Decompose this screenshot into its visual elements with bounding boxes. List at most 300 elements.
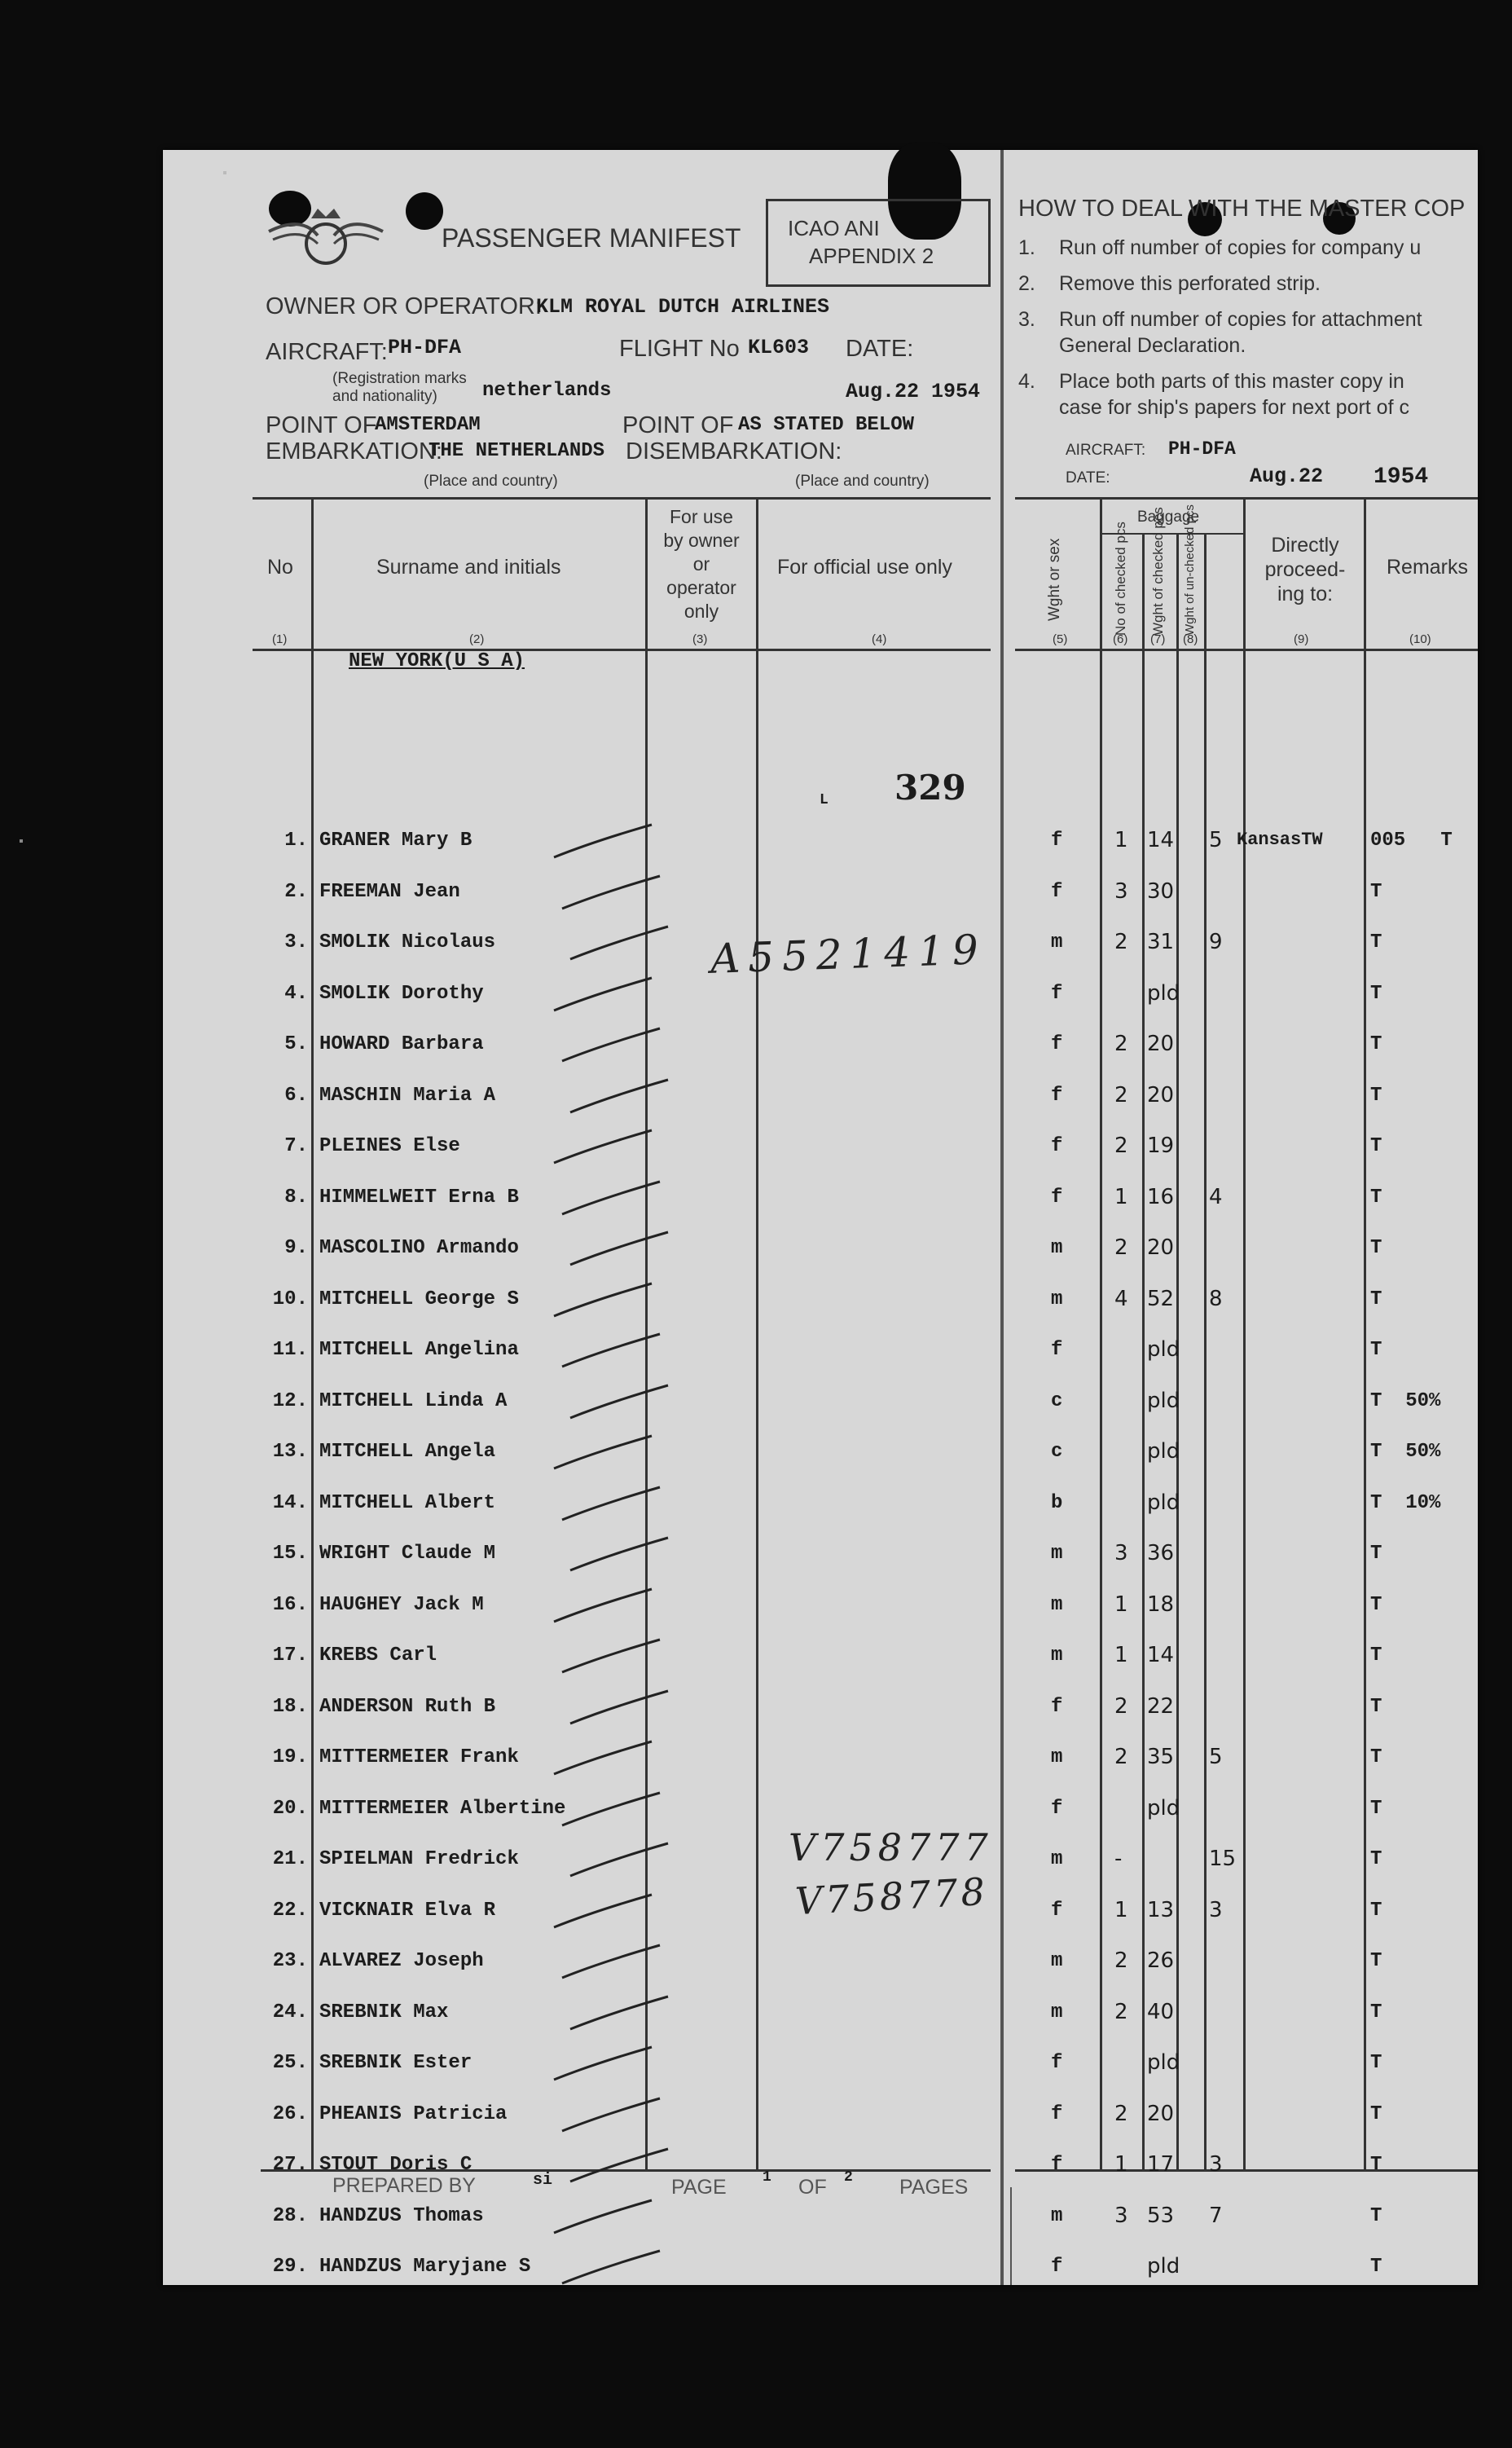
passenger-name: SREBNIK Max [319, 2001, 449, 2023]
passenger-name: FREEMAN Jean [319, 880, 460, 903]
icao-appendix: APPENDIX 2 [809, 244, 934, 268]
checked-weight: pld [1147, 2254, 1180, 2278]
row-number: 7. [284, 1135, 308, 1157]
passenger-sex: f [1051, 1135, 1063, 1157]
remarks: T [1370, 1899, 1382, 1922]
remarks: T [1370, 1135, 1382, 1157]
table-row [163, 1231, 1478, 1282]
place-note-right: (Place and country) [795, 473, 930, 490]
registration-note: and nationality) [332, 388, 437, 405]
page-title: PASSENGER MANIFEST [442, 223, 741, 253]
checked-weight: 20 [1147, 1032, 1175, 1056]
checked-pcs: - [1114, 1847, 1123, 1871]
checked-pcs: 1 [1114, 2152, 1128, 2177]
remarks: T [1370, 1339, 1382, 1361]
check-mark [554, 1631, 668, 1680]
remarks: T [1370, 982, 1382, 1005]
remarks: T [1370, 1288, 1382, 1310]
checked-weight: 16 [1147, 1184, 1175, 1209]
col-number: (6) [1113, 632, 1128, 646]
page-value: 1 [763, 2169, 771, 2186]
checked-pcs: 4 [1114, 1286, 1128, 1311]
check-mark [554, 2090, 668, 2139]
checked-weight: 20 [1147, 2101, 1175, 2126]
check-mark [562, 1377, 676, 1426]
row-number: 27. [272, 2154, 308, 2176]
passenger-name: KREBS Carl [319, 1644, 437, 1666]
passenger-name: ANDERSON Ruth B [319, 1695, 496, 1718]
unchecked-weight: 9 [1209, 930, 1223, 954]
of-label: OF [798, 2176, 827, 2199]
nationality-value: netherlands [482, 380, 612, 402]
disembarkation-label: DISEMBARKATION: [626, 438, 842, 465]
check-mark [546, 1275, 660, 1324]
check-mark [562, 1072, 676, 1121]
unchecked-weight: 5 [1209, 828, 1223, 852]
remarks: T [1370, 1084, 1382, 1107]
checked-weight: 53 [1147, 2203, 1175, 2228]
table-row [163, 1332, 1478, 1384]
passenger-name: HIMMELWEIT Erna B [319, 1186, 519, 1209]
passenger-sex: f [1051, 1033, 1063, 1055]
passenger-name: SREBNIK Ester [319, 2052, 472, 2074]
passenger-name: MITCHELL Angela [319, 1441, 496, 1463]
checked-weight: pld [1147, 1388, 1180, 1413]
remarks: T [1370, 2154, 1382, 2176]
passenger-name: SMOLIK Dorothy [319, 982, 484, 1005]
checked-weight: pld [1147, 1337, 1180, 1362]
checked-weight: 14 [1147, 1643, 1175, 1667]
col-header-no: No [267, 556, 293, 579]
passenger-sex: m [1051, 1950, 1063, 1972]
remarks: T [1370, 2052, 1382, 2074]
manifest-paper [163, 150, 1478, 2285]
passenger-name: HANDZUS Maryjane S [319, 2256, 531, 2278]
table-row [163, 976, 1478, 1028]
passenger-sex: f [1051, 1084, 1063, 1107]
col-number: (10) [1409, 632, 1431, 646]
table-row [163, 1027, 1478, 1078]
checked-pcs: 2 [1114, 1999, 1128, 2024]
col-header-owner-use: For use by owner or operator only [663, 506, 740, 622]
page-label: PAGE [671, 2176, 727, 2199]
remarks: T [1370, 1593, 1382, 1616]
row-number: 26. [272, 2102, 308, 2125]
checked-weight: 14 [1147, 828, 1175, 852]
passenger-name: SPIELMAN Fredrick [319, 1848, 519, 1870]
col-header-checked-wght: Wght of checked pcs [1150, 507, 1166, 636]
table-row [163, 2249, 1478, 2301]
flight-label: FLIGHT No [619, 336, 740, 362]
passenger-sex: m [1051, 1644, 1063, 1666]
remarks: T [1370, 1186, 1382, 1209]
handwritten-visa: V758778 [793, 1869, 990, 1924]
row-number: 14. [272, 1491, 308, 1514]
instruction-number: 3. [1018, 308, 1035, 331]
check-mark [546, 970, 660, 1019]
check-mark [562, 1530, 676, 1578]
speck [223, 171, 226, 174]
instruction-number: 1. [1018, 236, 1035, 259]
passenger-name: HAUGHEY Jack M [319, 1593, 484, 1616]
instructions-aircraft-value: PH-DFA [1168, 438, 1236, 460]
col-number: (2) [469, 632, 485, 646]
remarks: T [1370, 931, 1382, 953]
remarks: T 50% [1370, 1389, 1441, 1412]
checked-pcs: 2 [1114, 1082, 1128, 1107]
instruction-text: case for ship's papers for next port of c [1059, 396, 1409, 419]
unchecked-weight: 8 [1209, 1286, 1223, 1311]
check-mark [562, 1224, 676, 1273]
passenger-name: MITTERMEIER Albertine [319, 1797, 566, 1820]
disembarkation-value: AS STATED BELOW [738, 414, 915, 436]
handwritten-code: A5521419 [710, 926, 987, 983]
table-row [163, 823, 1478, 874]
speck [20, 839, 23, 843]
date-value: Aug.22 1954 [846, 380, 981, 403]
passenger-sex: f [1051, 880, 1063, 903]
table-row [163, 2199, 1478, 2250]
table-row [163, 1282, 1478, 1333]
check-mark [546, 2039, 660, 2088]
row-number: 15. [272, 1543, 308, 1565]
table-row [163, 1995, 1478, 2046]
checked-pcs: 2 [1114, 1134, 1128, 1158]
checked-pcs: 3 [1114, 2203, 1128, 2228]
passenger-sex: f [1051, 1899, 1063, 1922]
place-note-left: (Place and country) [424, 473, 558, 490]
checked-pcs: 3 [1114, 1541, 1128, 1565]
passenger-sex: f [1051, 982, 1063, 1005]
perforation-line [1010, 2187, 1012, 2285]
checked-weight: 52 [1147, 1286, 1175, 1311]
checked-weight: 30 [1147, 878, 1175, 904]
passenger-sex: f [1051, 2052, 1063, 2074]
passenger-sex: f [1051, 1695, 1063, 1718]
remarks: T [1370, 1797, 1382, 1820]
check-mark [546, 1733, 660, 1782]
flight-value: KL603 [748, 336, 810, 359]
row-number: 29. [272, 2256, 308, 2278]
instruction-text: General Declaration. [1059, 334, 1246, 357]
passenger-sex: m [1051, 1288, 1063, 1310]
passenger-name: STOUT Doris C [319, 2154, 472, 2176]
passenger-name: MITCHELL Albert [319, 1491, 496, 1514]
col-header-sex: Wght or sex [1046, 538, 1063, 621]
remarks: T [1370, 2204, 1382, 2227]
remarks: T [1370, 1033, 1382, 1055]
remarks: T [1370, 1950, 1382, 1972]
table-row [163, 2097, 1478, 2148]
check-mark [546, 817, 660, 865]
checked-pcs: 2 [1114, 1745, 1128, 1769]
row-number: 25. [272, 2052, 308, 2074]
row-number: 21. [272, 1848, 308, 1870]
remarks: T [1370, 1543, 1382, 1565]
table-row [163, 1384, 1478, 1435]
row-number: 6. [284, 1084, 308, 1107]
check-mark [546, 1122, 660, 1171]
checked-weight: 36 [1147, 1541, 1175, 1565]
destination-heading: NEW YORK(U S A) [349, 650, 525, 672]
passenger-name: PHEANIS Patricia [319, 2102, 508, 2125]
passenger-name: WRIGHT Claude M [319, 1543, 496, 1565]
table-row [163, 1078, 1478, 1129]
checked-pcs: 1 [1114, 1592, 1128, 1617]
handwritten-visa: V758777 [789, 1825, 993, 1869]
passenger-sex: f [1051, 1797, 1063, 1820]
remarks: T [1370, 1644, 1382, 1666]
instructions-date-value: Aug.22 [1250, 465, 1324, 488]
prepared-value: si [533, 2171, 553, 2190]
embarkation-point-label: POINT OF [266, 412, 377, 438]
passenger-sex: c [1051, 1389, 1063, 1412]
check-mark [562, 1835, 676, 1884]
check-mark [546, 2192, 660, 2241]
checked-pcs: 3 [1114, 878, 1128, 904]
remarks: T [1370, 1746, 1382, 1768]
checked-pcs: 1 [1114, 1897, 1128, 1922]
checked-weight: 20 [1147, 1082, 1175, 1107]
check-mark [554, 2243, 668, 2292]
checked-weight: 20 [1147, 1235, 1175, 1260]
remarks: T [1370, 2102, 1382, 2125]
checked-weight: pld [1147, 1490, 1180, 1515]
passenger-sex: b [1051, 1491, 1063, 1514]
passenger-name: PLEINES Else [319, 1135, 460, 1157]
passenger-sex: f [1051, 1186, 1063, 1209]
instructions-title: HOW TO DEAL WITH THE MASTER COP [1018, 196, 1466, 222]
instruction-number: 2. [1018, 272, 1035, 295]
remarks: T [1370, 1695, 1382, 1718]
checked-weight: pld [1147, 1795, 1180, 1821]
unchecked-weight: 4 [1209, 1184, 1223, 1209]
check-mark [554, 868, 668, 917]
checked-pcs: 1 [1114, 828, 1128, 852]
instructions-year-value: 1954 [1374, 465, 1429, 490]
row-number: 19. [272, 1746, 308, 1768]
table-row [163, 1129, 1478, 1180]
row-number: 12. [272, 1389, 308, 1412]
col-header-unchecked-wght: Wght of un-checked pcs [1183, 504, 1197, 636]
check-mark [554, 1173, 668, 1222]
passenger-sex: m [1051, 1593, 1063, 1616]
row-number: 28. [272, 2204, 308, 2227]
col-header-checked-pcs: No of checked pcs [1113, 522, 1128, 636]
official-mark: L [820, 792, 829, 808]
passenger-name: GRANER Mary B [319, 830, 472, 852]
passenger-sex: f [1051, 830, 1063, 852]
checked-weight: pld [1147, 1439, 1180, 1464]
passenger-sex: f [1051, 2102, 1063, 2125]
instructions-aircraft-label: AIRCRAFT: [1066, 442, 1146, 459]
checked-pcs: 2 [1114, 1032, 1128, 1056]
passenger-list [163, 150, 1478, 2285]
checked-weight: 35 [1147, 1745, 1175, 1769]
instructions-date-label: DATE: [1066, 469, 1110, 487]
passenger-sex: m [1051, 1237, 1063, 1259]
embarkation-city: AMSTERDAM [375, 414, 481, 436]
passenger-sex: c [1051, 1441, 1063, 1463]
remarks: T [1370, 2256, 1382, 2278]
passenger-name: MITCHELL Angelina [319, 1339, 519, 1361]
destination: KansasTW [1237, 830, 1323, 850]
row-number: 2. [284, 880, 308, 903]
table-row [163, 874, 1478, 926]
disembarkation-point-label: POINT OF [622, 412, 734, 438]
instruction-text: Remove this perforated strip. [1059, 272, 1321, 295]
embarkation-label: EMBARKATION: [266, 438, 442, 465]
remarks: T [1370, 2001, 1382, 2023]
row-number: 16. [272, 1593, 308, 1616]
passenger-name: HOWARD Barbara [319, 1033, 484, 1055]
checked-pcs: 2 [1114, 1693, 1128, 1719]
row-number: 17. [272, 1644, 308, 1666]
unchecked-weight: 7 [1209, 2203, 1223, 2228]
row-number: 8. [284, 1186, 308, 1209]
passenger-sex: m [1051, 2001, 1063, 2023]
passenger-name: MITCHELL George S [319, 1288, 519, 1310]
checked-weight: 40 [1147, 1999, 1175, 2024]
owner-value: KLM ROYAL DUTCH AIRLINES [536, 295, 830, 319]
passenger-name: MITCHELL Linda A [319, 1389, 508, 1412]
checked-pcs: 2 [1114, 1948, 1128, 1973]
row-number: 20. [272, 1797, 308, 1820]
row-number: 4. [284, 982, 308, 1005]
prepared-label: PREPARED BY [332, 2174, 476, 2197]
table-row [163, 1536, 1478, 1587]
table-row [163, 1434, 1478, 1486]
date-label: DATE: [846, 336, 914, 362]
registration-note: (Registration marks [332, 370, 467, 387]
of-value: 2 [844, 2169, 853, 2186]
unchecked-weight: 15 [1209, 1847, 1237, 1871]
check-mark [546, 1887, 660, 1935]
col-number: (7) [1150, 632, 1166, 646]
checked-pcs: 2 [1114, 930, 1128, 954]
table-row [163, 1486, 1478, 1537]
official-number: 329 [894, 768, 966, 808]
remarks: T 10% [1370, 1491, 1441, 1514]
row-number: 24. [272, 2001, 308, 2023]
checked-weight: 17 [1147, 2152, 1175, 2177]
check-mark [562, 1988, 676, 2037]
table-row [163, 1180, 1478, 1231]
table-row [163, 1587, 1478, 1639]
checked-weight: 18 [1147, 1592, 1175, 1617]
checked-pcs: 2 [1114, 2101, 1128, 2126]
check-mark [554, 1020, 668, 1069]
unchecked-weight: 3 [1209, 2152, 1223, 2177]
col-header-baggage: Baggage [1137, 509, 1200, 526]
remarks: T [1370, 1848, 1382, 1870]
pages-label: PAGES [899, 2176, 969, 2199]
remarks: T [1370, 880, 1382, 903]
passenger-name: SMOLIK Nicolaus [319, 931, 496, 953]
check-mark [554, 1326, 668, 1375]
icao-label: ICAO ANI [788, 216, 880, 240]
row-number: 1. [284, 830, 308, 852]
instruction-text: Place both parts of this master copy in [1059, 370, 1404, 393]
instruction-number: 4. [1018, 370, 1035, 393]
checked-weight: pld [1147, 980, 1180, 1006]
instruction-text: Run off number of copies for company u [1059, 236, 1422, 259]
col-number: (1) [272, 632, 288, 646]
row-number: 11. [272, 1339, 308, 1361]
passenger-sex: f [1051, 2256, 1063, 2278]
row-number: 3. [284, 931, 308, 953]
passenger-name: MITTERMEIER Frank [319, 1746, 519, 1768]
instruction-text: Run off number of copies for attachment [1059, 308, 1422, 331]
passenger-name: ALVAREZ Joseph [319, 1950, 484, 1972]
passenger-sex: m [1051, 1848, 1063, 1870]
passenger-sex: f [1051, 2154, 1063, 2176]
table-row [163, 1638, 1478, 1689]
passenger-name: MASCHIN Maria A [319, 1084, 496, 1107]
col-number: (8) [1183, 632, 1198, 646]
col-header-remarks: Remarks [1387, 556, 1469, 579]
unchecked-weight: 3 [1209, 1897, 1223, 1922]
checked-pcs: 2 [1114, 1235, 1128, 1260]
passenger-sex: f [1051, 1339, 1063, 1361]
check-mark [554, 1479, 668, 1528]
check-mark [554, 1785, 668, 1834]
passenger-sex: m [1051, 1543, 1063, 1565]
check-mark [562, 2141, 676, 2190]
checked-weight: pld [1147, 2050, 1180, 2075]
check-mark [546, 1581, 660, 1630]
col-header-directly: Directly proceed- ing to: [1264, 534, 1346, 605]
embarkation-country: THE NETHERLANDS [429, 440, 605, 462]
aircraft-value: PH-DFA [388, 336, 462, 359]
passenger-sex: m [1051, 1746, 1063, 1768]
checked-pcs: 1 [1114, 1643, 1128, 1667]
row-number: 22. [272, 1899, 308, 1922]
check-mark [546, 1428, 660, 1477]
checked-weight: 19 [1147, 1134, 1175, 1158]
col-number: (4) [872, 632, 887, 646]
checked-pcs: 1 [1114, 1184, 1128, 1209]
remarks: 005 T [1370, 830, 1453, 852]
checked-weight: 13 [1147, 1897, 1175, 1922]
unchecked-weight: 5 [1209, 1745, 1223, 1769]
table-row [163, 2045, 1478, 2097]
check-mark [562, 918, 676, 967]
row-number: 10. [272, 1288, 308, 1310]
col-header-surname: Surname and initials [376, 556, 561, 579]
row-number: 13. [272, 1441, 308, 1463]
col-number: (5) [1053, 632, 1068, 646]
table-row [163, 1689, 1478, 1741]
row-number: 18. [272, 1695, 308, 1718]
passenger-sex: m [1051, 2204, 1063, 2227]
col-header-official: For official use only [777, 556, 952, 579]
col-number: (3) [692, 632, 708, 646]
remarks: T [1370, 1237, 1382, 1259]
row-number: 5. [284, 1033, 308, 1055]
passenger-name: HANDZUS Thomas [319, 2204, 484, 2227]
checked-weight: 26 [1147, 1948, 1175, 1973]
aircraft-label: AIRCRAFT: [266, 339, 388, 365]
col-number: (9) [1294, 632, 1309, 646]
check-mark [562, 1683, 676, 1732]
owner-label: OWNER OR OPERATOR: [266, 293, 542, 319]
check-mark [554, 1937, 668, 1986]
checked-weight: 22 [1147, 1693, 1175, 1719]
table-row [163, 1944, 1478, 1995]
checked-weight: 31 [1147, 930, 1175, 954]
passenger-name: MASCOLINO Armando [319, 1237, 519, 1259]
